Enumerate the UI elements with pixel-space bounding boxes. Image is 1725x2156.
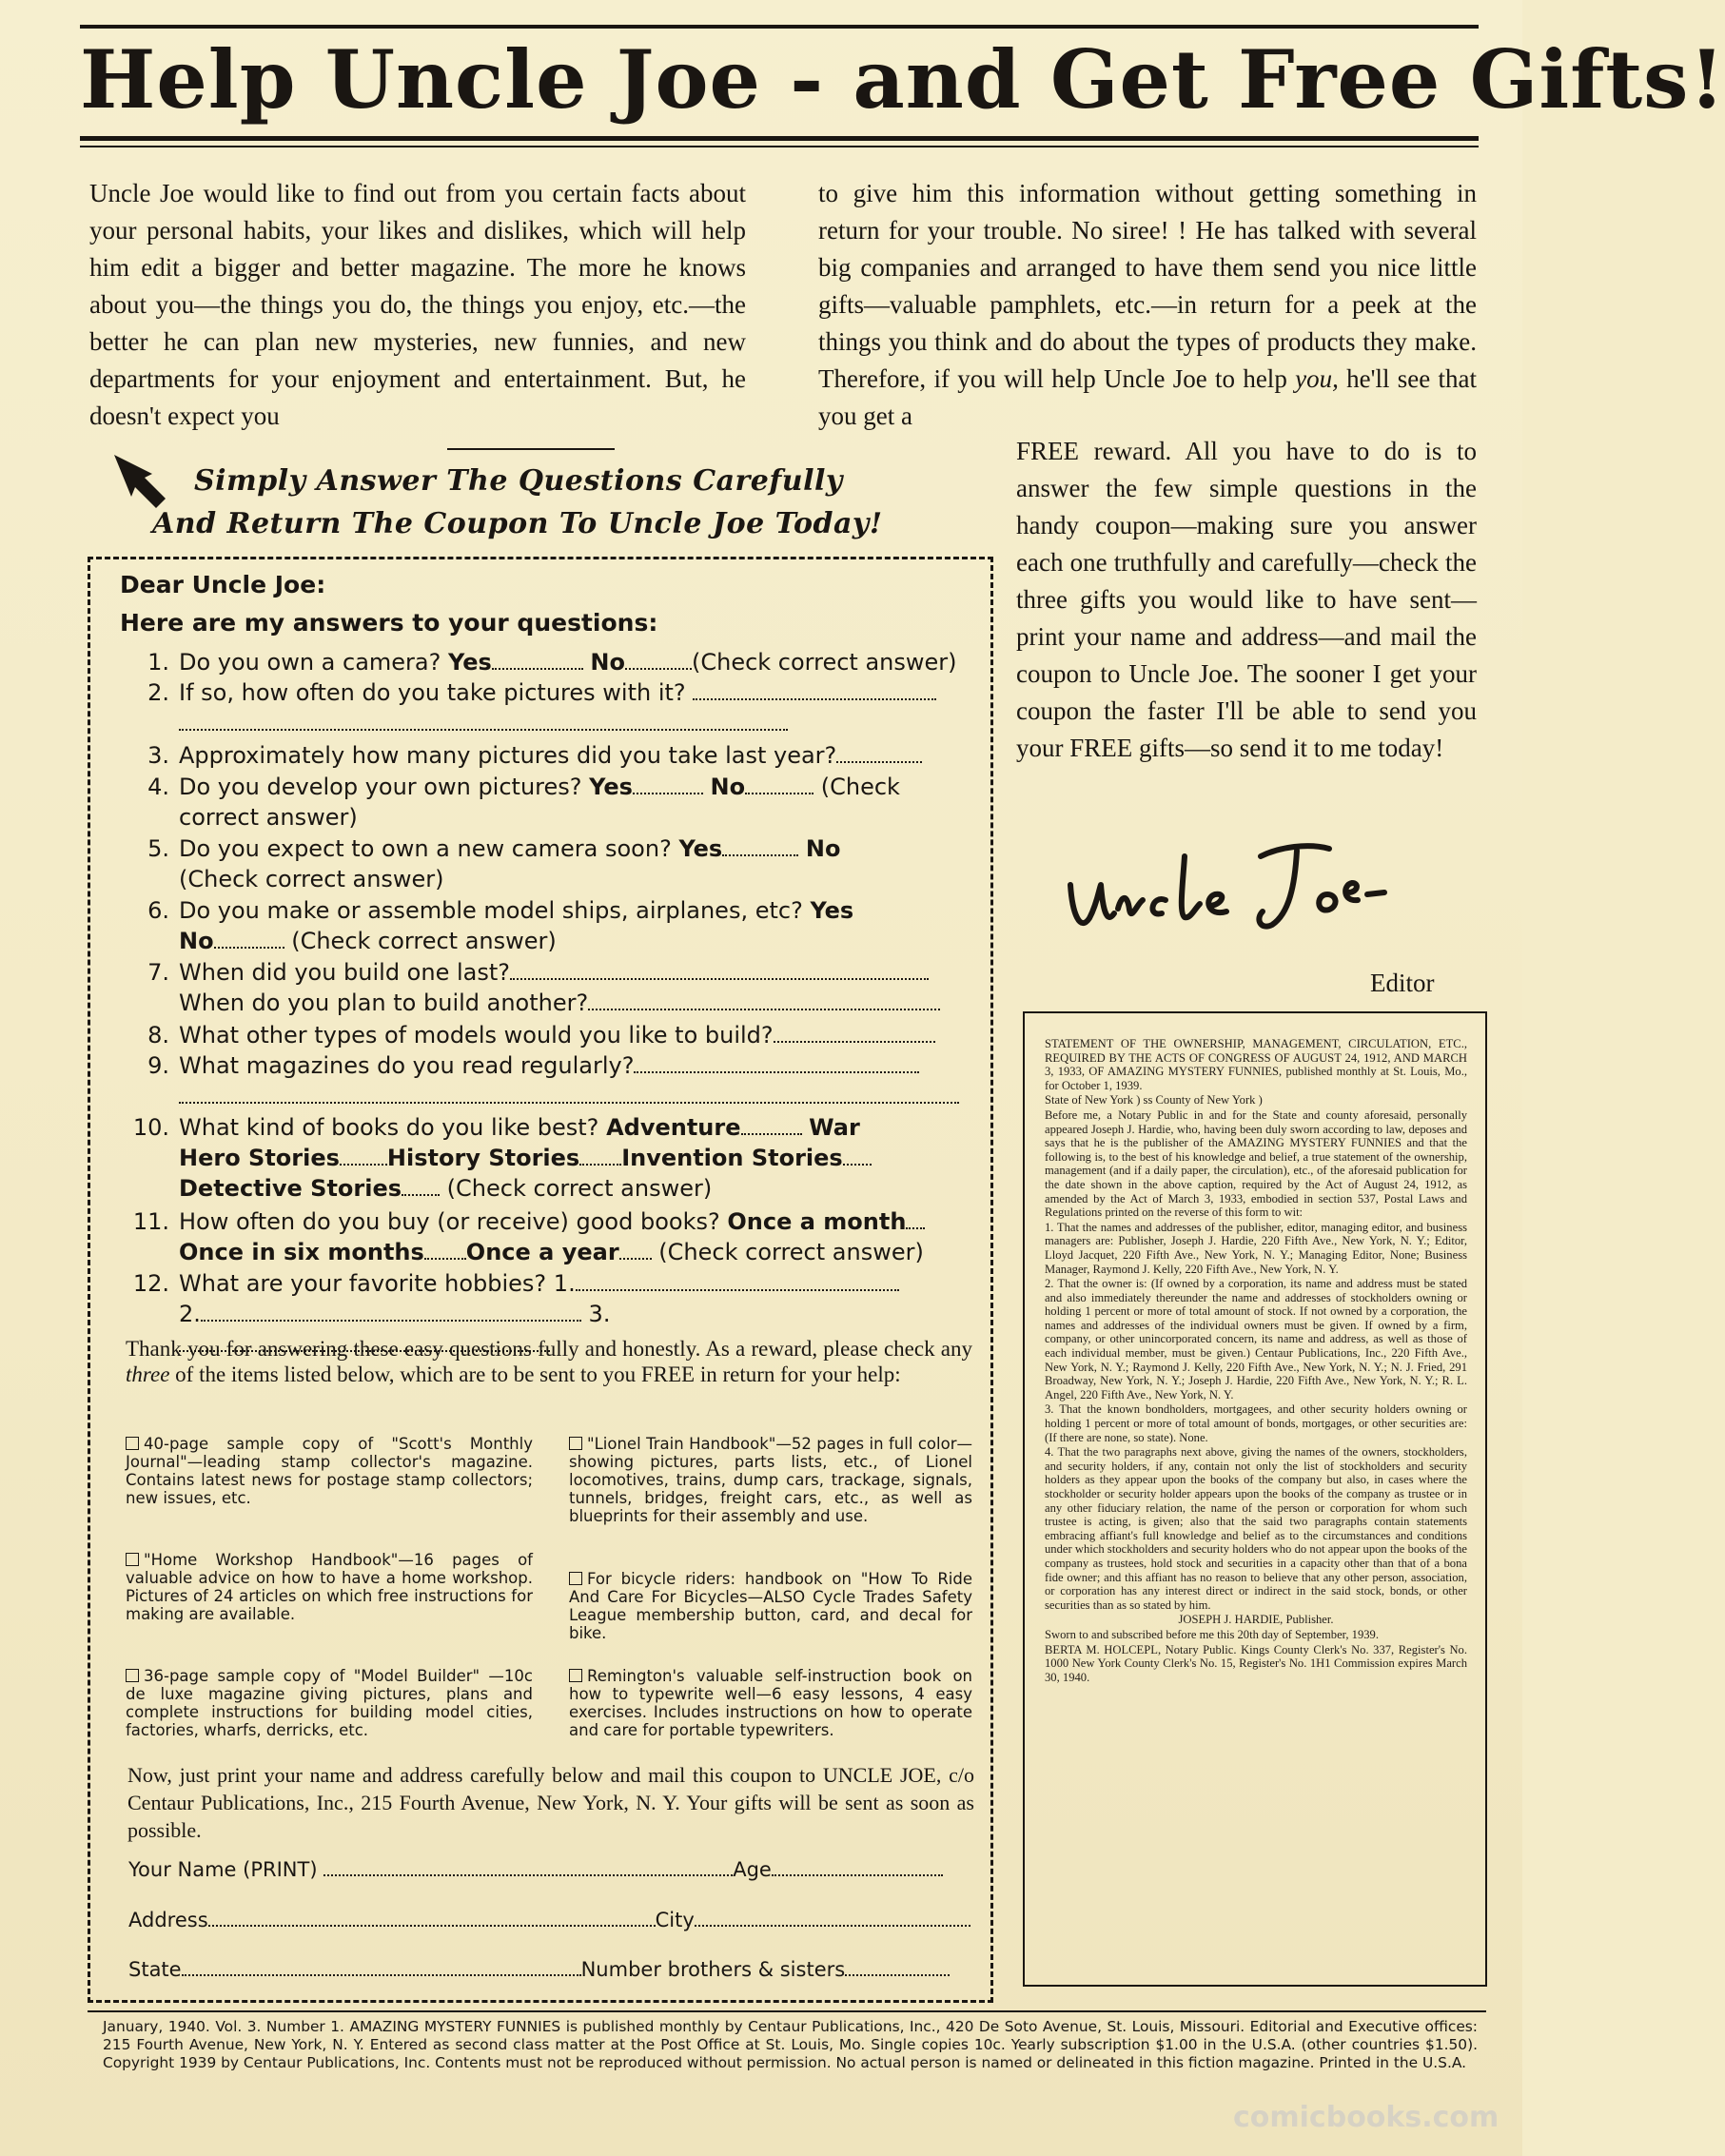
gift-checkbox[interactable] (126, 1553, 139, 1566)
name-input[interactable] (323, 1874, 733, 1876)
gift-checkbox[interactable] (126, 1437, 139, 1450)
gift-item: 36-page sample copy of "Model Builder" —10c de luxe magazine giving pictures, plans and complete instructions for building model cities, factories, wharfs, derricks, etc. (126, 1667, 533, 1739)
intro-right-column (818, 175, 1477, 435)
footer-rule (88, 2010, 1486, 2012)
gift-checkbox[interactable] (569, 1437, 582, 1450)
intro-right-continued: FREE reward. All you have to do is to answer the few simple questions in the handy coupon—making sure you answer each one truthfully and carefully—check the three gifts you would like to have sent—print your name and address—and mail the coupon to Uncle Joe. The sooner I get your coupon the faster I'll be able to send you your FREE gifts—so send it to me today! (1016, 437, 1477, 762)
address-field: Address City (128, 1909, 970, 1931)
answer-blank[interactable] (576, 1289, 899, 1291)
siblings-input[interactable] (845, 1974, 950, 1976)
thanks-paragraph: Thank you for answering these easy questions fully and honestly. As a reward, please check any three of the items listed below, which are to be sent to you FREE in return for your help: (126, 1337, 972, 1386)
mailing-instructions: Now, just print your name and address carefully below and mail this coupon to UNCLE JOE, c/o Centaur Publications, Inc., 215 Fourth Avenue, New York, N. Y. Your gifts will be sent as soon as possible. (127, 1763, 974, 1842)
answer-blank[interactable] (906, 1227, 925, 1229)
statement-paragraph: Sworn to and subscribed before me this 20th day of September, 1939. (1045, 1627, 1380, 1641)
answer-blank[interactable] (179, 729, 788, 731)
pointing-arrow-icon (107, 447, 173, 514)
answer-blank[interactable] (741, 1133, 802, 1135)
answer-blank[interactable] (774, 1041, 935, 1043)
headline-rule-thin (80, 146, 1479, 147)
address-input[interactable] (208, 1925, 656, 1927)
gift-item: Remington's valuable self-instruction book on how to typewrite well—6 easy lessons, 4 easy exercises. Includes instructions on how to operate and care for portable typewriters. (569, 1667, 972, 1739)
statement-paragraph: STATEMENT OF THE OWNERSHIP, MANAGEMENT, CIRCULATION, ETC., REQUIRED BY THE ACTS OF CONGRESS OF AUGUST 24, 1912, AND MARCH 3, 1933, OF AMAZING MYSTERY FUNNIES, published monthly at St. Louis, Mo., for October 1, 1939. (1045, 1037, 1467, 1092)
page: Help Uncle Joe - and Get Free Gifts! Uncle Joe would like to find out from you certain facts about your personal habits, your likes and dislikes, which will help him edit a bigger and better magazine. The more he knows about you—the things you do, the things you enjoy, etc.—the better he can plan new mysteries, new funnies, and new departments for your enjoyment and entertainment. But, he doesn't expect you to give him this information without getting something in return for your trouble. No siree! ! He has talked with several big companies and arranged to have them send you nice little gifts—valuable pamphlets, etc.—in return for a peek at the things you think and do about the types of products they make. Therefore, if you will help Uncle Joe to help you, he'll see that you get a FREE reward. All you have to do is to answer the few simple questions in the handy coupon—making sure you answer each one truthfully and carefully—check the three gifts you would like to have sent—print your name and address—and mail the coupon to Uncle Joe. The sooner I get your coupon the faster I'll be able to send you your FREE gifts—so send it to me today! Simply Answer The Questions Carefully And Return The Coupon To Uncle Joe Today! Dear Uncle Joe: Here are my answers to your questions: 1. Do you own a camera? Yes No (Check correct answer) 2. If so, how often do you take pictures with it? 3. Approximately how many pictures did you take last year? 4. Do you develop your own pictures? Yes No (Check correct answer) 5. Do you expect to own a new camera soon? Yes No (Check correct answer) 6. Do you make or assemble model ships, airplanes, etc? Yes No (Check correct answer) 7. When did you build one last? When do you plan to build another? 8. What other types of models would you like to build? 9. What magazines do you read regularly? 10. What kind of books do you like best? Adventure War Hero Stories History Stories Invention Stories Detective Stories (Check correct answer) 11. How often do you buy (or receive) good books? Once a month Once in six months Once a year (Check correct answer) 12. What are your favorite hobbies? 1. 2. 3. Thank you for answering these easy questions fully and honestly. As a reward, please check any three of the items listed below, which are to be sent to you FREE in return for your help: 40-page sample copy of "Scott's Monthly Journal"—leading stamp collector's magazine. Contains latest news for postage stamp collectors; new issues, etc. "Lionel Train Handbook"—52 pages in full color—showing pictures, parts lists, etc., of Lionel locomotives, trains, dump cars, trackage, signals, tunnels, bridges, freight cars, etc., as well as blueprints for their assembly and use. "Home Workshop Handbook"—16 pages of valuable advice on how to have a home workshop. Pictures of 24 articles on which free instructions for making are available. For bicycle riders: handbook on "How To Ride And Care For Bicycles—ALSO Cycle Trades Safety League membership button, card, and decal for bike. 36-page sample copy of "Model Builder" —10c de luxe magazine giving pictures, plans and complete instructions for building model cities, factories, wharfs, derricks, etc. Remington's valuable self-instruction book on how to typewrite well—6 easy lessons, 4 easy exercises. Includes instructions on how to operate and care for portable typewriters. Now, just print your name and address carefully below and mail this coupon to UNCLE JOE, c/o Centaur Publications, Inc., 215 Fourth Avenue, New York, N. Y. Your gifts will be sent as soon as possible. Your Name (PRINT) Age Address City State Number brothers & sisters Uncle Joe Editor STATEMENT OF THE OWNERSHIP, MANAGEMENT, CIRCULATION, ETC., REQUIRED BY THE ACTS OF CONGRESS OF AUGUST 24, 1912, AND MARCH 3, 1933, OF AMAZING MYSTERY FUNNIES, published monthly at St. Louis, Mo., for October 1, 1939. State of New York ) ss County of New York ) Before me, a Notary Public in and for the State and county aforesaid, personally appeared Joseph J. Hardie, who, having been duly sworn according to law, deposes and says that he is the publisher of the AMAZING MYSTERY FUNNIES and that the following is, to the best of his knowledge and belief, a true statement of the ownership, management (and if a daily paper, the circulation), etc., of the aforesaid publication for the date shown in the above caption, required by the Act of August 24, 1912, as amended by the Act of March 3, 1933, embodied in section 537, Postal Laws and Regulations printed on the reverse of this form to wit: 1. That the names and addresses of the publisher, editor, managing editor, and business managers are: Publisher, Joseph J. Hardie, 220 Fifth Ave., New York, N. Y.; Editor, Lloyd Jacquet, 220 Fifth Ave., New York, N. Y.; Managing Editor, None; Business Manager, Raymond J. Kelly, 220 Fifth Ave., New York, N. Y. 2. That the owner is: (If owned by a corporation, its name and address must be stated and also immediately thereunder the name and addresses of stockholders owning or holding 1 percent or more of total amount of stock. If not owned by a corporation, the names and addresses of the individual owners must be given. If owned by a firm, company, or other unincorporated concern, its name and address, as well as those of each individual member, must be given.) Centaur Publications, Inc., 220 Fifth Ave., New York, N. Y.; Raymond J. Kelly, 220 Fifth Ave., New York, N. Y.; N. J. Fried, 291 Broadway, New York, N. Y.; Joseph J. Hardie, 220 Fifth Ave., New York, N. Y.; R. L. Angel, 220 Fifth Ave., New York, N. Y. 3. That the known bondholders, mortgagees, and other security holders owning or holding 1 percent or more of total amount of bonds, mortgages, or other securities are: (If there are none, so state). None. 4. That the two paragraphs next above, giving the names of the owners, stockholders, and security holders, if any, contain not only the list of stockholders and security holders as they appear upon the books of the company but also, in cases where the stockholder or security holder appears upon the books of the company as trustee or in any other fiduciary relation, the name of the person or corporation for whom such trustee is acting, is given; also that the said two paragraphs contain statements embracing affiant's full knowledge and belief as to the circumstances and conditions under which stockholders and security holders who do not appear upon the books of the company as trustees, hold stock and securities in a capacity other than that of a bona fide owner; and this affiant has no reason to believe that any other person, association, or corporation has any interest direct or indirect in the said stock, bonds, or other securities than as so stated by him. JOSEPH J. HARDIE, Publisher. Sworn to and subscribed before me this 20th day of September, 1939. BERTA M. HOLCEPL, Notary Public. Kings County Clerk's No. 337, Register's No. 1000 New York County Clerk's No. 15, Register's No. 1H1 Commission expires March 30, 1940. January, 1940. Vol. 3. Number 1. AMAZING MYSTERY FUNNIES is published monthly by Centaur Publications, Inc., 420 De Soto Avenue, St. Louis, Missouri. Editorial and Executive offices: 215 Fourth Avenue, New York, N. Y. Entered as second class matter at the Post Office at St. Louis, Mo. Single copies 10c. Yearly subscription $1.00 in the U.S.A. (other countries $1.50). Copyright 1939 by Centaur Publications, Inc. Contents must not be reproduced without permission. No actual person is named or delineated in this fiction magazine. Printed in the U.S.A. comicbooks.com (0, 0, 1522, 2156)
answer-blank[interactable] (619, 1258, 652, 1260)
statement-paragraph: Before me, a Notary Public in and for the State and county aforesaid, personally appeared Joseph J. Hardie, who, having been duly sworn according to law, deposes and says that he is the publisher of the AMAZING MYSTERY FUNNIES and that the following is, to the best of his knowledge and belief, a true statement of the ownership, management (and if a daily paper, the circulation), etc., of the aforesaid publication for the date shown in the above caption, required by the Act of August 24, 1912, as amended by the Act of March 3, 1933, embodied in section 537, Postal Laws and Regulations printed on the reverse of this form to wit: (1045, 1107, 1467, 1220)
answer-blank[interactable] (588, 1009, 940, 1010)
publication-footer: January, 1940. Vol. 3. Number 1. AMAZING MYSTERY FUNNIES is published monthly by Centaur Publications, Inc., 420 De Soto Avenue, St. Louis, Missouri. Editorial and Executive offices: 215 Fourth Avenue, New York, N. Y. Entered as second class matter at the Post Office at St. Louis, Mo. Single copies 10c. Yearly subscription $1.00 in the U.S.A. (other countries $1.50). Copyright 1939 by Centaur Publications, Inc. Contents must not be reproduced without permission. No actual person is named or delineated in this fiction magazine. Printed in the U.S.A. (103, 2018, 1478, 2071)
intro-right-tail: he'll see that you get a (818, 364, 1477, 430)
gift-item: For bicycle riders: handbook on "How To Ride And Care For Bicycles—ALSO Cycle Trades Safety League membership button, card, and decal for bike. (569, 1570, 972, 1642)
signature-text: Uncle Joe (1051, 818, 1055, 819)
uncle-joe-signature (1051, 818, 1394, 961)
answer-blank[interactable] (179, 1102, 959, 1104)
statement-paragraph: 3. That the known bondholders, mortgagees, and other security holders owning or holding 1 percent or more of total amount of bonds, mortgages, or other securities are: (If there are none, so state). None. (1045, 1402, 1467, 1444)
city-input[interactable] (695, 1925, 970, 1927)
statement-text (1045, 1037, 1467, 1685)
intro-right-text: to give him this information without getting something in return for your trouble. No siree! ! He has talked with several big companies and arranged to have them send you nice little gifts—valuable pamphlets, etc.—in return for a peek at the things you think and do about the types of products they make. Therefore, if you will help Uncle Joe to help (818, 179, 1477, 393)
cta-line-1: Simply Answer The Questions Carefully (194, 464, 843, 498)
age-input[interactable] (772, 1874, 943, 1876)
answer-blank[interactable] (745, 793, 813, 794)
intro-left-column: Uncle Joe would like to find out from you certain facts about your personal habits, your likes and dislikes, which will help him edit a bigger and better magazine. The more he knows about you—the things you do, the things you enjoy, etc.—the better he can plan new mysteries, new funnies, and new departments for your enjoyment and entertainment. But, he doesn't expect you (89, 179, 746, 430)
gift-checkbox[interactable] (126, 1669, 139, 1682)
cta-rule (447, 448, 615, 450)
cta-line-2: And Return The Coupon To Uncle Joe Today! (152, 507, 883, 540)
coupon-greeting: Dear Uncle Joe: (120, 571, 326, 598)
editor-label: Editor (1370, 969, 1435, 997)
statement-paragraph: State of New York ) ss County of New York ) (1045, 1093, 1263, 1107)
statement-paragraph: JOSEPH J. HARDIE, Publisher. (1178, 1613, 1334, 1627)
answer-blank[interactable] (402, 1194, 440, 1196)
intro-right-you: you, (1295, 364, 1339, 393)
headline-rule-thick (80, 136, 1479, 141)
statement-paragraph: 1. That the names and addresses of the publisher, editor, managing editor, and business managers are: Publisher, Joseph J. Hardie, 220 Fifth Ave., New York, N. Y.; Editor, Lloyd Jacquet, 220 Fifth Ave., New York, N. Y.; Managing Editor, None; Business Manager, Raymond J. Kelly, 220 Fifth Ave., New York, N. Y. (1045, 1220, 1467, 1276)
headline: Help Uncle Joe - and Get Free Gifts! (80, 32, 1725, 127)
answer-blank[interactable] (693, 698, 936, 700)
answer-blank[interactable] (579, 1164, 621, 1166)
state-field: State Number brothers & sisters (128, 1958, 950, 1981)
answer-blank[interactable] (510, 978, 929, 980)
gift-checkbox[interactable] (569, 1669, 582, 1682)
statement-paragraph: BERTA M. HOLCEPL, Notary Public. Kings County Clerk's No. 337, Register's No. 1000 New York County Clerk's No. 15, Register's No. 1H1 Commission expires March 30, 1940. (1045, 1642, 1467, 1684)
answer-blank[interactable] (492, 668, 583, 670)
gift-item: "Home Workshop Handbook"—16 pages of valuable advice on how to have a home workshop. Pictures of 24 articles on which free instructions for making are available. (126, 1551, 533, 1623)
answer-blank[interactable] (634, 1071, 919, 1073)
answer-blank[interactable] (633, 793, 703, 794)
watermark: comicbooks.com (1233, 2101, 1500, 2134)
answer-blank[interactable] (340, 1164, 387, 1166)
answer-blank[interactable] (625, 668, 692, 670)
answer-blank[interactable] (836, 761, 922, 763)
answer-blank[interactable] (201, 1320, 581, 1322)
top-rule (80, 25, 1479, 29)
gift-item: "Lionel Train Handbook"—52 pages in full color—showing pictures, parts lists, etc., of Lionel locomotives, trains, dump cars, trackage, signals, tunnels, bridges, freight cars, etc., as well as blueprints for their assembly and use. (569, 1435, 972, 1525)
state-input[interactable] (182, 1974, 581, 1976)
coupon-subhead: Here are my answers to your questions: (120, 609, 658, 637)
name-field: Your Name (PRINT) Age (128, 1858, 943, 1881)
answer-blank[interactable] (722, 854, 798, 856)
gift-checkbox[interactable] (569, 1572, 582, 1585)
statement-paragraph: 2. That the owner is: (If owned by a corporation, its name and address must be stated and also immediately thereunder the name and addresses of stockholders owning or holding 1 percent or more of total amount of stock. If not owned by a corporation, the names and addresses of the individual owners must be given. If owned by a firm, company, or other unincorporated concern, its name and address, as well as those of each individual member, must be given.) Centaur Publications, Inc., 220 Fifth Ave., New York, N. Y.; Raymond J. Kelly, 220 Fifth Ave., New York, N. Y.; N. J. Fried, 291 Broadway, New York, N. Y.; Joseph J. Hardie, 220 Fifth Ave., New York, N. Y.; R. L. Angel, 220 Fifth Ave., New York, N. Y. (1045, 1277, 1467, 1401)
answer-blank[interactable] (424, 1258, 466, 1260)
answer-blank[interactable] (214, 947, 284, 949)
answer-blank[interactable] (843, 1164, 872, 1166)
statement-paragraph: 4. That the two paragraphs next above, giving the names of the owners, stockholders, and security holders, if any, contain not only the list of stockholders and security holders as they appear upon the books of the company but also, in cases where the stockholder or security holder appears upon the books of the company as trustee or in any other fiduciary relation, the name of the person or corporation for whom such trustee is acting, is given; also that the said two paragraphs contain statements embracing affiant's full knowledge and belief as to the circumstances and conditions under which stockholders and security holders who do not appear upon the books of the company as trustees, hold stock and securities in a capacity other than that of a bona fide owner; and this affiant has no reason to believe that any other person, association, or corporation has any interest direct or indirect in the said stock, bonds, or other securities than as so stated by him. (1045, 1445, 1467, 1612)
gift-item: 40-page sample copy of "Scott's Monthly Journal"—leading stamp collector's magazine. Contains latest news for postage stamp collectors; new issues, etc. (126, 1435, 533, 1507)
